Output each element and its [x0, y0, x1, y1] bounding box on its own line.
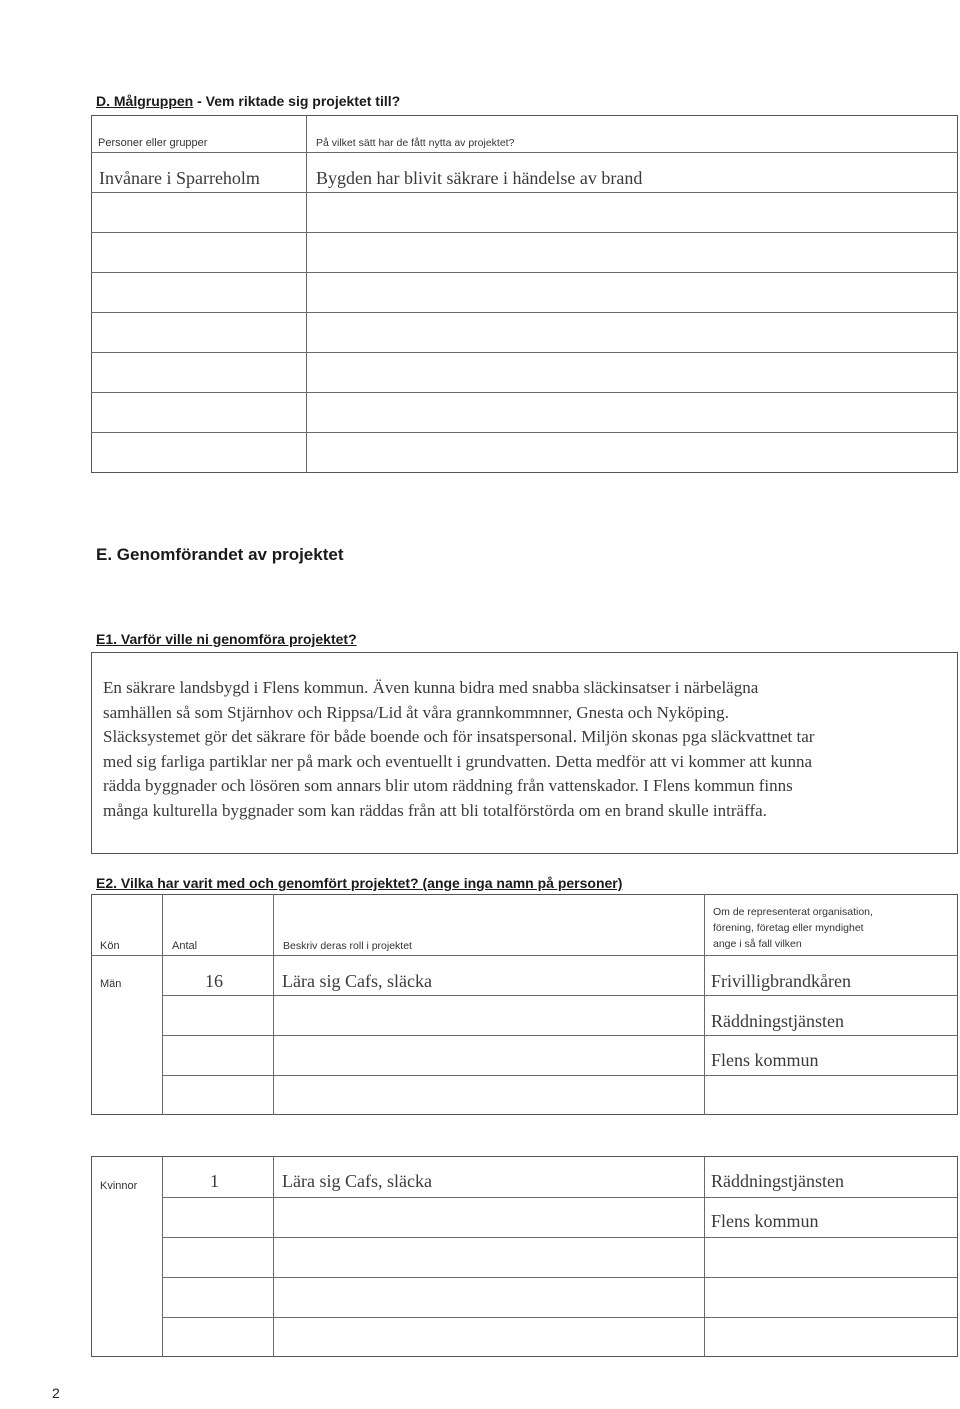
table-row-line: [162, 995, 958, 996]
table-divider: [273, 1156, 274, 1357]
men-role: Lära sig Cafs, släcka: [282, 971, 432, 991]
table-row-line: [162, 1075, 958, 1076]
section-d-heading-suffix: - Vem riktade sig projektet till?: [193, 93, 401, 109]
e1-line: med sig farliga partiklar ner på mark och eventuellt i grundvatten. Detta medför att vi kommer att kunna: [103, 751, 813, 771]
e1-answer-text: [103, 676, 953, 823]
e1-line: Släcksystemet gör det säkrare för både boende och för insatspersonal. Miljön skonas pga släckvattnet tar: [103, 727, 815, 746]
col-header-benefit: På vilket sätt har de fått nytta av projektet?: [316, 137, 515, 149]
women-role: Lära sig Cafs, släcka: [282, 1171, 432, 1191]
table-divider: [162, 1156, 163, 1357]
e1-answer-box: [91, 652, 958, 854]
men-org: Flens kommun: [711, 1050, 819, 1070]
table-row-line: [91, 312, 958, 313]
table-row-line: [91, 432, 958, 433]
col-header-org-line: Om de representerat organisation,: [713, 906, 873, 918]
section-e-heading: E. Genomförandet av projektet: [96, 545, 344, 564]
table-divider: [704, 1156, 705, 1357]
table-row-line: [91, 272, 958, 273]
e1-line: samhällen så som Stjärnhov och Rippsa/Lid åt våra grannkommnner, Gnesta och Nyköping.: [103, 702, 729, 722]
men-count: 16: [205, 971, 223, 991]
table-row-line: [91, 152, 958, 153]
table-row-line: [162, 1035, 958, 1036]
col-header-org: [713, 904, 873, 952]
table-divider: [704, 894, 705, 1115]
col-header-org-line: ange i så fall vilken: [713, 938, 802, 950]
table-row-line: [162, 1197, 958, 1198]
table-row-line: [162, 1237, 958, 1238]
women-count: 1: [210, 1171, 219, 1191]
table-divider: [162, 894, 163, 1115]
table-row-line: [162, 1317, 958, 1318]
col-header-roll: Beskriv deras roll i projektet: [283, 940, 412, 952]
table-row-line: [91, 232, 958, 233]
women-label: Kvinnor: [100, 1180, 138, 1192]
col-header-antal: Antal: [172, 940, 198, 952]
table-row-line: [91, 192, 958, 193]
col-header-kon: Kön: [100, 940, 120, 952]
e1-line: rädda byggnader och lösören som annars blir utom räddning från vattenskador. I Flens kommun finns: [103, 776, 793, 795]
table-divider: [273, 894, 274, 1115]
e1-heading: E1. Varför ville ni genomföra projektet?: [96, 631, 357, 647]
table-row-line: [91, 352, 958, 353]
table-row-line: [91, 955, 958, 956]
section-d-heading-prefix: D. Målgruppen: [96, 93, 194, 109]
col-header-org-line: förening, företag eller myndighet: [713, 922, 864, 934]
men-label: Män: [100, 978, 122, 990]
women-org: Räddningstjänsten: [711, 1171, 844, 1191]
page-number: 2: [52, 1385, 60, 1401]
benefit-cell: Bygden har blivit säkrare i händelse av brand: [316, 168, 643, 188]
men-org: Frivilligbrandkåren: [711, 971, 851, 991]
table-divider: [306, 115, 307, 473]
table-row-line: [162, 1277, 958, 1278]
men-org: Räddningstjänsten: [711, 1011, 844, 1031]
group-cell: Invånare i Sparreholm: [99, 168, 260, 188]
section-d-heading: [96, 93, 400, 109]
col-header-groups: Personer eller grupper: [98, 137, 208, 149]
women-org: Flens kommun: [711, 1211, 819, 1231]
e1-line: många kulturella byggnader som kan räddas från att bli totalförstörda om en brand skulle inträffa.: [103, 800, 767, 820]
table-row-line: [91, 392, 958, 393]
e1-line: En säkrare landsbygd i Flens kommun. Även kunna bidra med snabba släckinsatser i närbelägna: [103, 678, 759, 697]
e2-heading: E2. Vilka har varit med och genomfört projektet? (ange inga namn på personer): [96, 875, 623, 891]
